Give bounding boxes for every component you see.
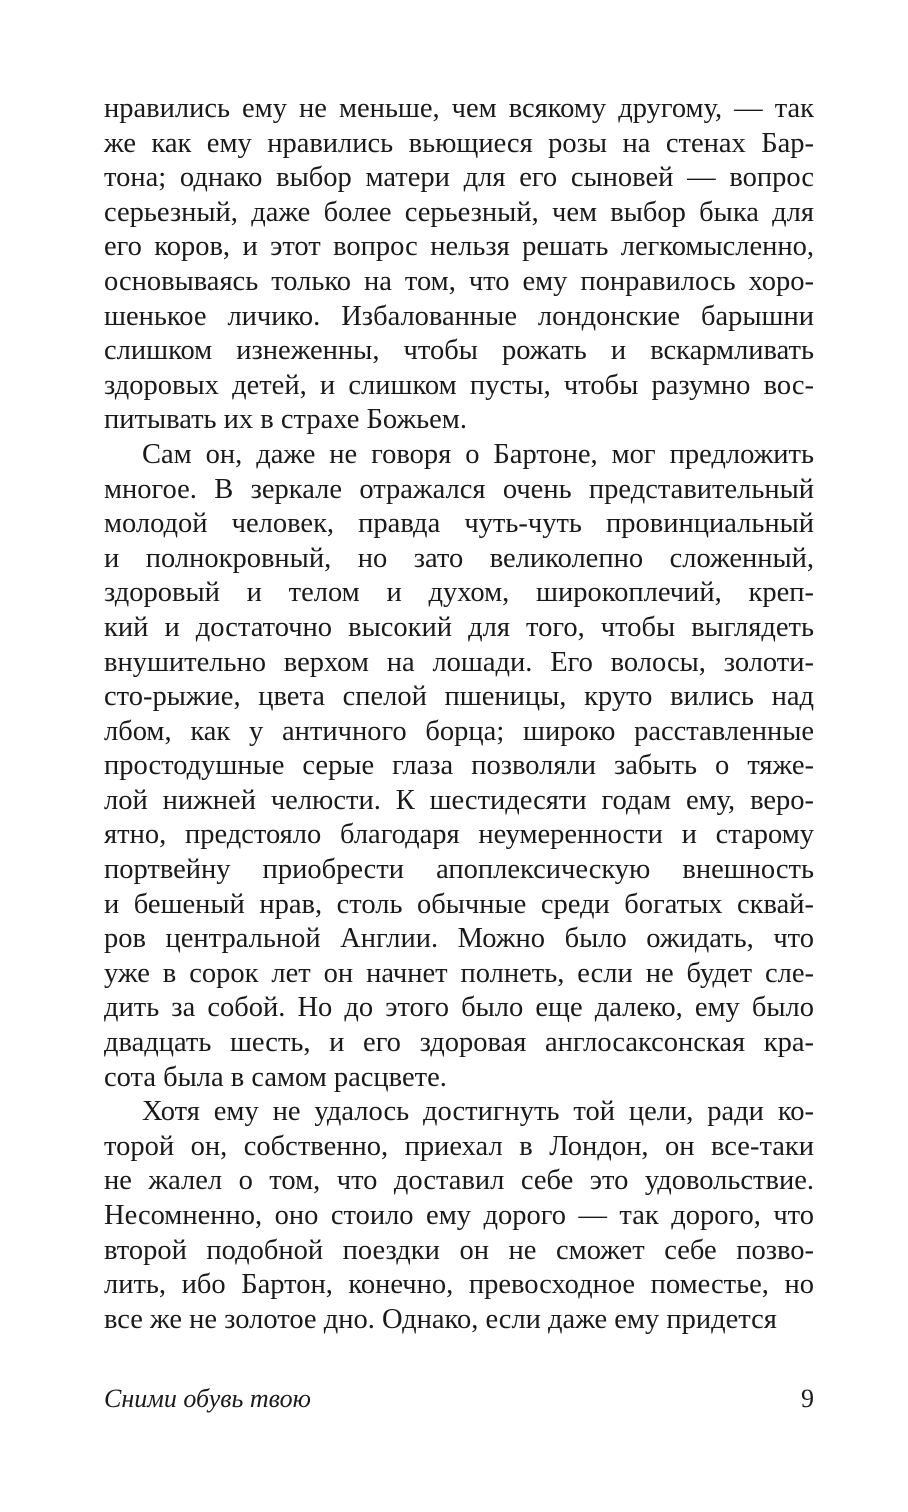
text-line: ров центральной Англии. Можно было ожидать, что [104, 923, 814, 955]
text-line: не жалел о том, что доставил себе это удовольствие. [104, 1165, 814, 1197]
text-line: серьезный, даже более серьезный, чем выбор быка для [104, 196, 814, 228]
text-line: простодушные серые глаза позволяли забыть о тяже- [104, 750, 814, 782]
text-line: уже в сорок лет он начнет полнеть, если не будет сле- [104, 957, 814, 989]
text-line: Сам он, даже не говоря о Бартоне, мог предложить [142, 438, 814, 470]
text-line: все же не золотое дно. Однако, если даже ему придется [104, 1303, 777, 1335]
text-line: тона; однако выбор матери для его сыновей — вопрос [104, 162, 814, 194]
running-title: Сними обувь твою [104, 1384, 311, 1413]
text-line: кий и достаточно высокий для того, чтобы выглядеть [104, 611, 814, 643]
text-line: шенькое личико. Избалованные лондонские барышни [104, 300, 814, 332]
text-line: питывать их в страхе Божьем. [104, 404, 467, 436]
text-line: и полнокровный, но зато великолепно сложенный, [104, 542, 814, 574]
page-footer [104, 1384, 814, 1418]
text-line: и бешеный нрав, столь обычные среди богатых сквай- [104, 888, 814, 920]
text-line: двадцать шесть, и его здоровая англосаксонская кра- [104, 1027, 814, 1059]
body-text [104, 92, 814, 1337]
text-line: здоровых детей, и слишком пусты, чтобы разумно вос- [104, 369, 814, 401]
text-line: ятно, предстояло благодаря неумеренности и старому [104, 819, 814, 851]
text-line: же как ему нравились вьющиеся розы на стенах Бар- [104, 127, 814, 159]
text-line: торой он, собственно, приехал в Лондон, он все-таки [104, 1130, 814, 1162]
paragraph [104, 1095, 814, 1337]
text-line: основываясь только на том, что ему понравилось хоро- [104, 265, 814, 297]
text-line: лбом, как у античного борца; широко расставленные [104, 715, 814, 747]
text-line: второй подобной поездки он не сможет себе позво- [104, 1234, 814, 1266]
text-line: нравились ему не меньше, чем всякому другому, — так [104, 93, 814, 124]
text-line: сто-рыжие, цвета спелой пшеницы, круто вились над [104, 681, 814, 713]
text-line: лой нижней челюсти. К шестидесяти годам ему, веро- [104, 784, 814, 816]
text-line: молодой человек, правда чуть-чуть провинциальный [104, 508, 814, 540]
text-line: Несомненно, оно стоило ему дорого — так дорого, что [104, 1200, 814, 1231]
text-line: слишком изнеженны, чтобы рожать и вскармливать [104, 335, 814, 367]
text-line: его коров, и этот вопрос нельзя решать легкомысленно, [104, 231, 814, 263]
text-line: сота была в самом расцвете. [104, 1061, 447, 1093]
paragraph [104, 438, 814, 1095]
page-number: 9 [801, 1384, 814, 1413]
text-line: здоровый и телом и духом, широкоплечий, креп- [104, 577, 814, 609]
text-line: Хотя ему не удалось достигнуть той цели, ради ко- [142, 1096, 814, 1128]
paragraph [104, 92, 814, 438]
text-line: внушительно верхом на лошади. Его волосы, золоти- [104, 646, 814, 678]
text-line: портвейну приобрести апоплексическую внешность [104, 854, 814, 886]
text-line: лить, ибо Бартон, конечно, превосходное поместье, но [104, 1269, 814, 1301]
text-line: многое. В зеркале отражался очень представительный [104, 473, 814, 505]
text-line: дить за собой. Но до этого было еще далеко, ему было [104, 992, 814, 1024]
